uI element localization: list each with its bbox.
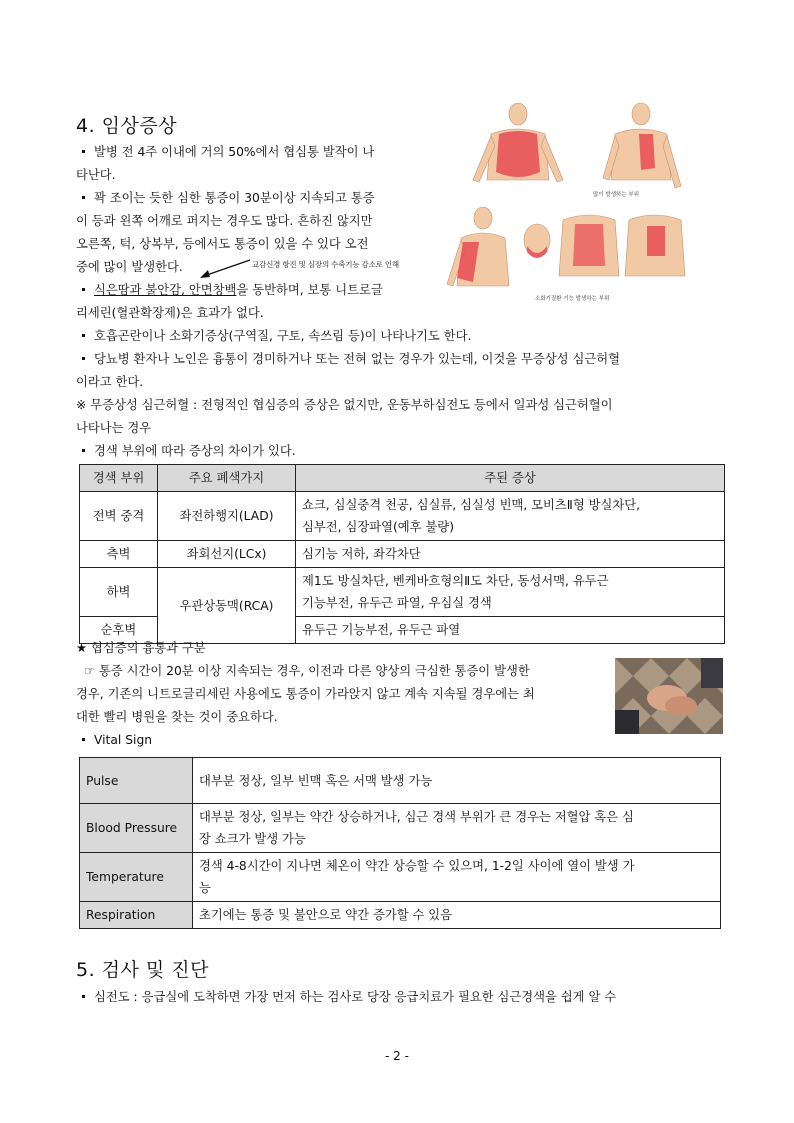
table-cell: 좌회선지(LCx) [158, 541, 296, 568]
table-row [80, 853, 721, 902]
bullet-icon [82, 196, 85, 199]
column-header: 주된 증상 [296, 465, 725, 492]
paragraph-line: 나타나는 경우 [76, 421, 152, 435]
illustration-caption: 소화기질환 기능 발생하는 부위 [535, 296, 610, 302]
arrow-icon [198, 256, 254, 280]
chest-pain-photo [615, 658, 723, 734]
paragraph-line: 이 등과 왼쪽 어깨로 퍼지는 경우도 많다. 흔하진 않지만 [76, 214, 373, 228]
table-cell: Blood Pressure [80, 804, 193, 853]
bullet-icon [82, 995, 85, 998]
paragraph-line: 심전도 : 응급실에 도착하면 가장 먼저 하는 검사로 당장 응급치료가 필요한 심근경색을 쉽게 알 수 [76, 986, 616, 1009]
infarct-site-table [79, 464, 725, 644]
pain-area [639, 134, 655, 170]
paragraph-line: 오른쪽, 턱, 상복부, 등에서도 통증이 있을 수 있다 오전 [76, 237, 369, 251]
page-number: - 2 - [385, 1049, 409, 1063]
table-row [80, 568, 725, 617]
section-4-title: 4. 임상증상 [76, 115, 178, 137]
table-row [80, 804, 721, 853]
paragraph-line: 경우, 기존의 니트로글리세린 사용에도 통증이 가라앉지 않고 계속 지속될 경우에는 최 [76, 687, 535, 701]
table-cell: 대부분 정상, 일부 빈맥 혹은 서맥 발생 가능 [193, 758, 721, 804]
table-cell: 제1도 방실차단, 벤케바흐형의Ⅱ도 차단, 동성서맥, 유두근 기능부전, 유두근 파열, 우심실 경색 [296, 568, 725, 617]
subsection-title: ★ 협심증의 흉통과 구분 [76, 641, 206, 655]
paragraph-line: ※ 무증상성 심근허혈 : 전형적인 협심증의 증상은 없지만, 운동부하심전도 등에서 일과성 심근허혈이 [76, 398, 613, 412]
table-cell: Respiration [80, 902, 193, 929]
table-cell: 유두근 기능부전, 유두근 파열 [296, 617, 725, 644]
column-header: 경색 부위 [80, 465, 158, 492]
paragraph-line: ☞ 통증 시간이 20분 이상 지속되는 경우, 이전과 다른 양상의 극심한 통증이 발생한 [84, 664, 530, 678]
illustration-caption: 많이 발생하는 부위 [593, 192, 640, 198]
pain-area [573, 224, 605, 266]
paragraph-line: 발병 전 4주 이내에 거의 50%에서 협심통 발작이 나 [76, 141, 374, 164]
table-cell: Pulse [80, 758, 193, 804]
table-cell: 우관상동맥(RCA) [158, 568, 296, 644]
paragraph-line: 대한 빨리 병원을 찾는 것이 중요하다. [76, 710, 278, 724]
bullet-icon [82, 334, 85, 337]
paragraph-line: 타난다. [76, 168, 116, 182]
paragraph-line: 이라고 한다. [76, 375, 144, 389]
bullet-icon [82, 288, 85, 291]
table-cell: Temperature [80, 853, 193, 902]
table-cell: 초기에는 통증 및 불안으로 약간 증가할 수 있음 [193, 902, 721, 929]
table-cell: 순후벽 [80, 617, 158, 644]
pain-area [647, 226, 665, 256]
table-row [80, 902, 721, 929]
table-header-row [80, 465, 725, 492]
paragraph-line: 호흡곤란이나 소화기증상(구역질, 구토, 속쓰림 등)이 나타나기도 한다. [76, 325, 471, 348]
table-cell: 하벽 [80, 568, 158, 617]
bullet-icon [82, 150, 85, 153]
paragraph-line: 식은땀과 불안감, 안면창백을 동반하며, 보통 니트로글 [76, 279, 383, 302]
table-row [80, 492, 725, 541]
bullet-icon [82, 738, 85, 741]
paragraph-line: 경색 부위에 따라 증상의 차이가 있다. [76, 440, 296, 463]
bullet-icon [82, 449, 85, 452]
pain-area [496, 131, 540, 177]
table-cell: 경색 4-8시간이 지나면 체온이 약간 상승할 수 있으며, 1-2일 사이에 열이 발생 가 능 [193, 853, 721, 902]
table-cell: 좌전하행지(LAD) [158, 492, 296, 541]
paragraph-line: 리세린(혈관확장제)은 효과가 없다. [76, 306, 264, 320]
annotation-note: 교감신경 항진 및 심장의 수축기능 감소로 인해 [252, 260, 399, 269]
column-header: 주요 폐색가지 [158, 465, 296, 492]
table-cell: 전벽 중격 [80, 492, 158, 541]
table-row [80, 758, 721, 804]
table-cell: 심기능 저하, 좌각차단 [296, 541, 725, 568]
paragraph-line: Vital Sign [76, 729, 152, 752]
vital-sign-table [79, 757, 721, 929]
paragraph-line: 중에 많이 발생한다. [76, 260, 183, 274]
table-row [80, 541, 725, 568]
bullet-icon [82, 357, 85, 360]
table-cell: 측벽 [80, 541, 158, 568]
pain-location-illustration [443, 100, 693, 310]
table-cell: 대부분 정상, 일부는 약간 상승하거나, 심근 경색 부위가 큰 경우는 저혈압 혹은 심 장 쇼크가 발생 가능 [193, 804, 721, 853]
paragraph-line: 꽉 조이는 듯한 심한 통증이 30분이상 지속되고 통증 [76, 187, 375, 210]
paragraph-line: 당뇨병 환자나 노인은 흉통이 경미하거나 또는 전혀 없는 경우가 있는데, 이것을 무증상성 심근허혈 [76, 348, 620, 371]
section-5-title: 5. 검사 및 진단 [76, 959, 210, 981]
table-cell: 쇼크, 심실중격 천공, 심실류, 심실성 빈맥, 모비츠Ⅱ형 방실차단, 심부전, 심장파열(예후 불량) [296, 492, 725, 541]
